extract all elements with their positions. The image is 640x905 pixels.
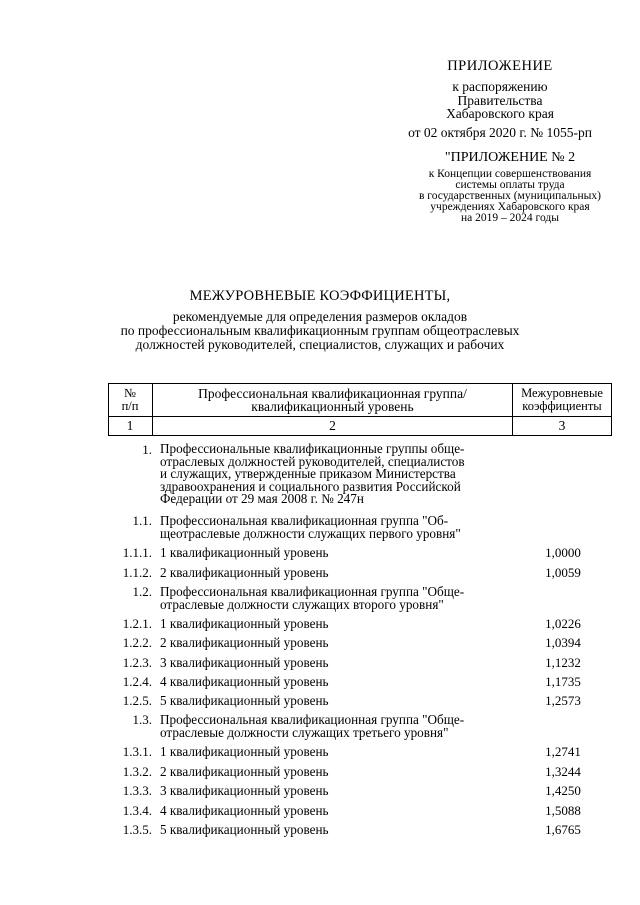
row-number: 1.2.5. [122, 693, 152, 708]
column-index-3: 3 [558, 418, 566, 433]
row-text-line: 3 квалификационный уровень [160, 655, 329, 670]
header-col-number-line2: п/п [121, 399, 139, 413]
row-number: 1.1.1. [122, 545, 152, 560]
header-col-number-line1: № [124, 386, 136, 400]
document-subtitle-line: должностей руководителей, специалистов, служащих и рабочих [135, 337, 505, 352]
row-number: 1.1.2. [122, 565, 152, 580]
row-text-line: Профессиональные квалификационные группы обще- [160, 441, 465, 456]
row-text-line: 5 квалификационный уровень [160, 693, 329, 708]
row-text-line: 3 квалификационный уровень [160, 783, 329, 798]
annex-line: в государственных (муниципальных) [419, 190, 601, 202]
row-text-line: отраслевых должностей руководителей, специалистов [160, 453, 465, 469]
row-text-line: Федерации от 29 мая 2008 г. № 247н [160, 491, 364, 506]
row-text-line: 5 квалификационный уровень [160, 822, 329, 837]
annex-line: на 2019 – 2024 годы [461, 212, 559, 224]
row-coefficient: 1,5088 [545, 803, 581, 818]
row-text [160, 676, 510, 689]
row-number: 1.2.1. [122, 616, 152, 631]
row-number: 1.3. [132, 712, 152, 727]
row-number: 1.2.3. [122, 655, 152, 670]
row-coefficient: 1,4250 [545, 783, 581, 798]
row-text-line: отраслевые должности служащих третьего уровня" [160, 724, 449, 740]
header-col-coef-line1: Межуровневые [521, 386, 603, 400]
row-text [160, 515, 510, 540]
approval-line-1: к распоряжению [452, 79, 548, 94]
annex-line: учреждениях Хабаровского края [430, 201, 590, 213]
row-text [160, 695, 510, 708]
row-text [160, 567, 510, 580]
row-text-line: Профессиональная квалификационная группа "Обще- [160, 584, 465, 599]
row-coefficient: 1,2573 [545, 693, 581, 708]
approval-line-2: Правительства [457, 93, 543, 108]
document-subtitle-line: рекомендуемые для определения размеров окладов [172, 309, 468, 324]
row-text-line: 1 квалификационный уровень [160, 744, 329, 759]
row-number: 1.1. [132, 513, 152, 528]
annex-line: к Концепции совершенствования [428, 168, 592, 180]
approval-line-4: от 02 октября 2020 г. № 1055-рп [408, 125, 592, 140]
row-coefficient: 1,0226 [545, 616, 581, 631]
row-coefficient: 1,1735 [545, 674, 581, 689]
row-coefficient: 1,6765 [545, 822, 581, 837]
row-coefficient: 1,2741 [545, 744, 581, 759]
row-text [160, 746, 510, 759]
row-text-line: 2 квалификационный уровень [160, 565, 329, 580]
row-number: 1.3.5. [122, 822, 152, 837]
row-coefficient: 1,3244 [545, 764, 581, 779]
document-subtitle-line: по профессиональным квалификационным группам общеотраслевых [120, 323, 520, 338]
header-col-coef-line2: коэффициенты [522, 399, 602, 413]
document-title: МЕЖУРОВНЕВЫЕ КОЭФФИЦИЕНТЫ, [189, 288, 451, 304]
row-text-line: и служащих, утвержденные приказом Министерства [160, 466, 456, 481]
row-coefficient: 1,0059 [545, 565, 581, 580]
row-coefficient: 1,0000 [545, 545, 581, 560]
row-number: 1.2.4. [122, 674, 152, 689]
row-coefficient: 1,0394 [545, 635, 581, 650]
row-number: 1.3.4. [122, 803, 152, 818]
row-text-line: Профессиональная квалификационная группа "Об- [160, 513, 449, 528]
row-text-line: 2 квалификационный уровень [160, 635, 329, 650]
row-text [160, 618, 510, 631]
row-text-line: отраслевые должности служащих второго уровня" [160, 596, 444, 612]
row-text-line: Профессиональная квалификационная группа "Обще- [160, 712, 465, 727]
row-text [160, 824, 510, 837]
row-number: 1.3.1. [122, 744, 152, 759]
annex-line: системы оплаты труда [455, 179, 565, 191]
row-text-line: 4 квалификационный уровень [160, 803, 329, 818]
row-text [160, 586, 510, 611]
row-number: 1.2. [132, 584, 152, 599]
row-number: 1.3.3. [122, 783, 152, 798]
header-col-group-line1: Профессиональная квалификационная группа/ [198, 386, 467, 401]
row-text-line: 1 квалификационный уровень [160, 545, 329, 560]
row-text-line: 4 квалификационный уровень [160, 674, 329, 689]
annex-title: "ПРИЛОЖЕНИЕ № 2 [444, 150, 576, 165]
row-text [160, 805, 510, 818]
row-text [160, 766, 510, 779]
column-index-1: 1 [126, 418, 134, 433]
row-text [160, 547, 510, 560]
row-text-line: 1 квалификационный уровень [160, 616, 329, 631]
row-text [160, 714, 510, 739]
header-col-group-line2: квалификационный уровень [251, 399, 414, 414]
column-index-2: 2 [329, 418, 336, 433]
row-number: 1. [142, 442, 152, 457]
row-text [160, 443, 510, 506]
row-number: 1.2.2. [122, 635, 152, 650]
row-number: 1.3.2. [122, 764, 152, 779]
row-text-line: здравоохранения и социального развития Российской [160, 478, 461, 494]
row-text [160, 785, 510, 798]
row-text-line: щеотраслевые должности служащих первого уровня" [160, 525, 461, 541]
row-coefficient: 1,1232 [545, 655, 581, 670]
row-text [160, 637, 510, 650]
row-text-line: 2 квалификационный уровень [160, 764, 329, 779]
approval-title: ПРИЛОЖЕНИЕ [447, 58, 553, 74]
approval-line-3: Хабаровского края [446, 106, 554, 121]
row-text [160, 657, 510, 670]
